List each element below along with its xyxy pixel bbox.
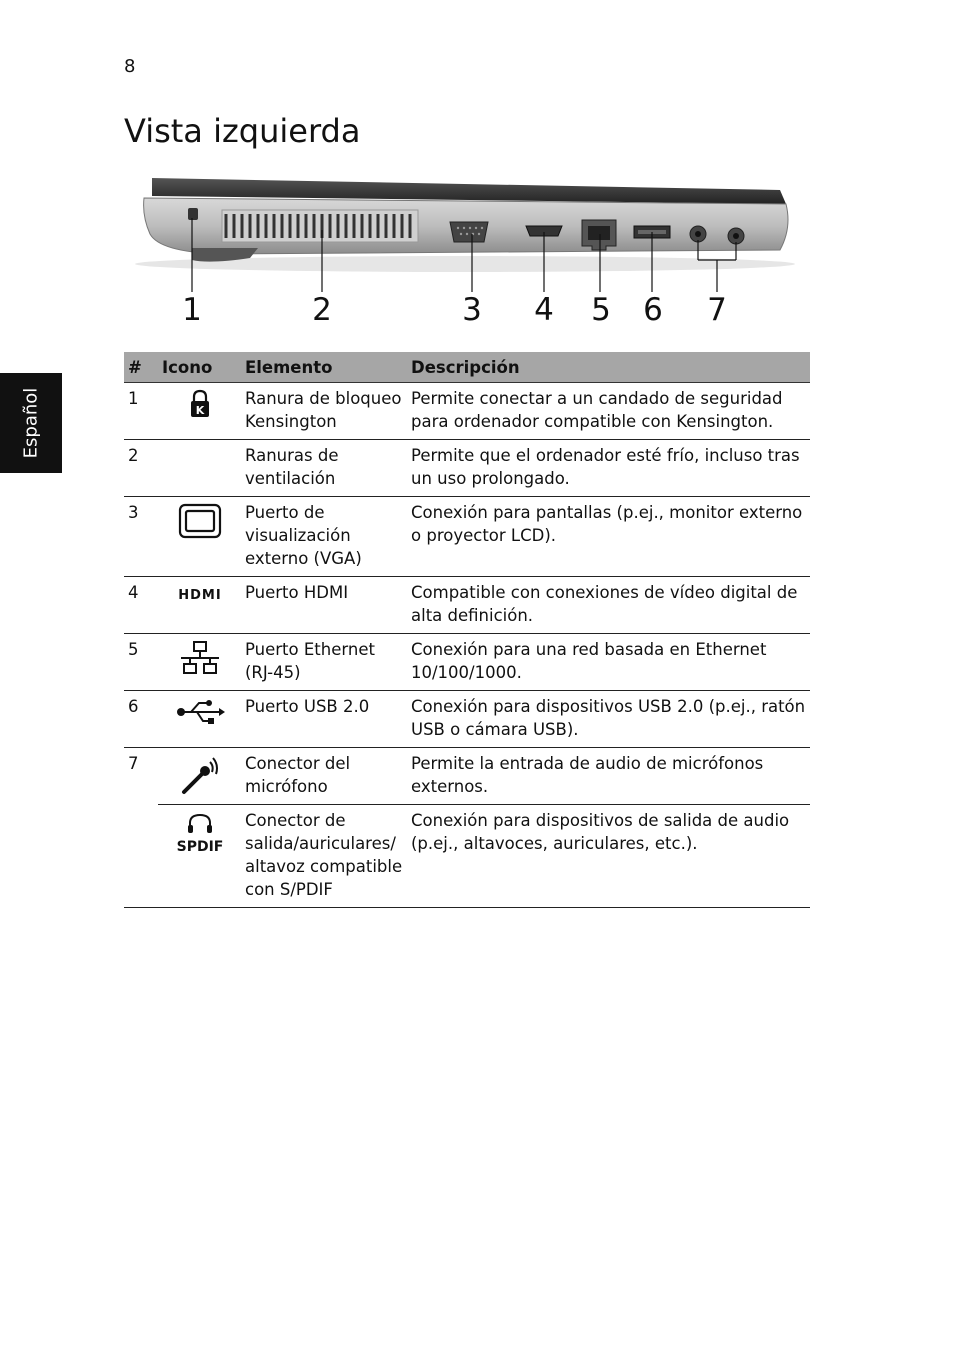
- header-description: Descripción: [407, 352, 810, 383]
- row-description: Compatible con conexiones de vídeo digital de alta definición.: [407, 577, 810, 634]
- ventilation-grille: [222, 210, 418, 242]
- header-element: Elemento: [241, 352, 407, 383]
- table-row: [124, 577, 810, 634]
- hdmi-logo-text: HDMI: [177, 588, 222, 603]
- ethernet-network-icon: [178, 640, 222, 676]
- table-row: [124, 691, 810, 748]
- callout-4: 4: [534, 292, 554, 328]
- row-number: 1: [124, 383, 158, 440]
- svg-text:K: K: [195, 404, 204, 417]
- row-element: Puerto Ethernet (RJ-45): [241, 634, 407, 691]
- row-number: 2: [124, 440, 158, 497]
- side-tab-label: Español: [20, 387, 42, 459]
- row-description: Conexión para pantallas (p.ej., monitor externo o proyector LCD).: [407, 497, 810, 577]
- table-row: [124, 805, 810, 908]
- row-description: Permite la entrada de audio de micrófonos externos.: [407, 748, 810, 805]
- row-element: Puerto USB 2.0: [241, 691, 407, 748]
- row-number: 3: [124, 497, 158, 577]
- kensington-slot: [188, 208, 198, 220]
- row-element: Puerto de visualización externo (VGA): [241, 497, 407, 577]
- table-row: [124, 383, 810, 440]
- vga-port: [450, 222, 488, 242]
- row-description: Permite conectar a un candado de seguridad para ordenador compatible con Kensington.: [407, 383, 810, 440]
- table-header-row: [124, 352, 810, 383]
- row-number: [124, 805, 158, 908]
- row-number: 5: [124, 634, 158, 691]
- row-element: Conector del micrófono: [241, 748, 407, 805]
- row-description: Permite que el ordenador esté frío, incluso tras un uso prolongado.: [407, 440, 810, 497]
- row-element: Conector de salida/auriculares/ altavoz compatible con S/PDIF: [241, 805, 407, 908]
- hdmi-icon: [172, 583, 228, 605]
- language-side-tab: [0, 373, 62, 473]
- spdif-label: SPDIF: [176, 839, 223, 855]
- callout-5: 5: [591, 292, 611, 328]
- row-description: Conexión para dispositivos de salida de audio (p.ej., altavoces, auriculares, etc.).: [407, 805, 810, 908]
- ports-table: [124, 352, 810, 908]
- table-row: [124, 634, 810, 691]
- callout-1: 1: [182, 292, 202, 328]
- callout-6: 6: [643, 292, 663, 328]
- row-number: 6: [124, 691, 158, 748]
- kensington-lock-icon: [189, 389, 211, 419]
- header-number: #: [124, 352, 158, 383]
- row-number: 7: [128, 754, 139, 773]
- microphone-icon: [178, 754, 222, 796]
- page-title: Vista izquierda: [124, 112, 361, 150]
- row-element: Puerto HDMI: [241, 577, 407, 634]
- row-description: Conexión para dispositivos USB 2.0 (p.ej., ratón USB o cámara USB).: [407, 691, 810, 748]
- header-icon: Icono: [158, 352, 241, 383]
- row-element: Ranuras de ventilación: [241, 440, 407, 497]
- row-element: Ranura de bloqueo Kensington: [241, 383, 407, 440]
- page-number: 8: [124, 56, 136, 77]
- table-row: [124, 440, 810, 497]
- callout-3: 3: [462, 292, 482, 328]
- callout-2: 2: [312, 292, 332, 328]
- usb-icon: [175, 697, 225, 727]
- callout-7: 7: [707, 292, 727, 328]
- table-row: [124, 497, 810, 577]
- row-number: 4: [124, 577, 158, 634]
- table-row: [124, 748, 810, 805]
- headphone-spdif-icon: [172, 811, 228, 855]
- vga-monitor-icon: [178, 503, 222, 539]
- row-description: Conexión para una red basada en Ethernet 10/100/1000.: [407, 634, 810, 691]
- ethernet-port: [582, 220, 616, 250]
